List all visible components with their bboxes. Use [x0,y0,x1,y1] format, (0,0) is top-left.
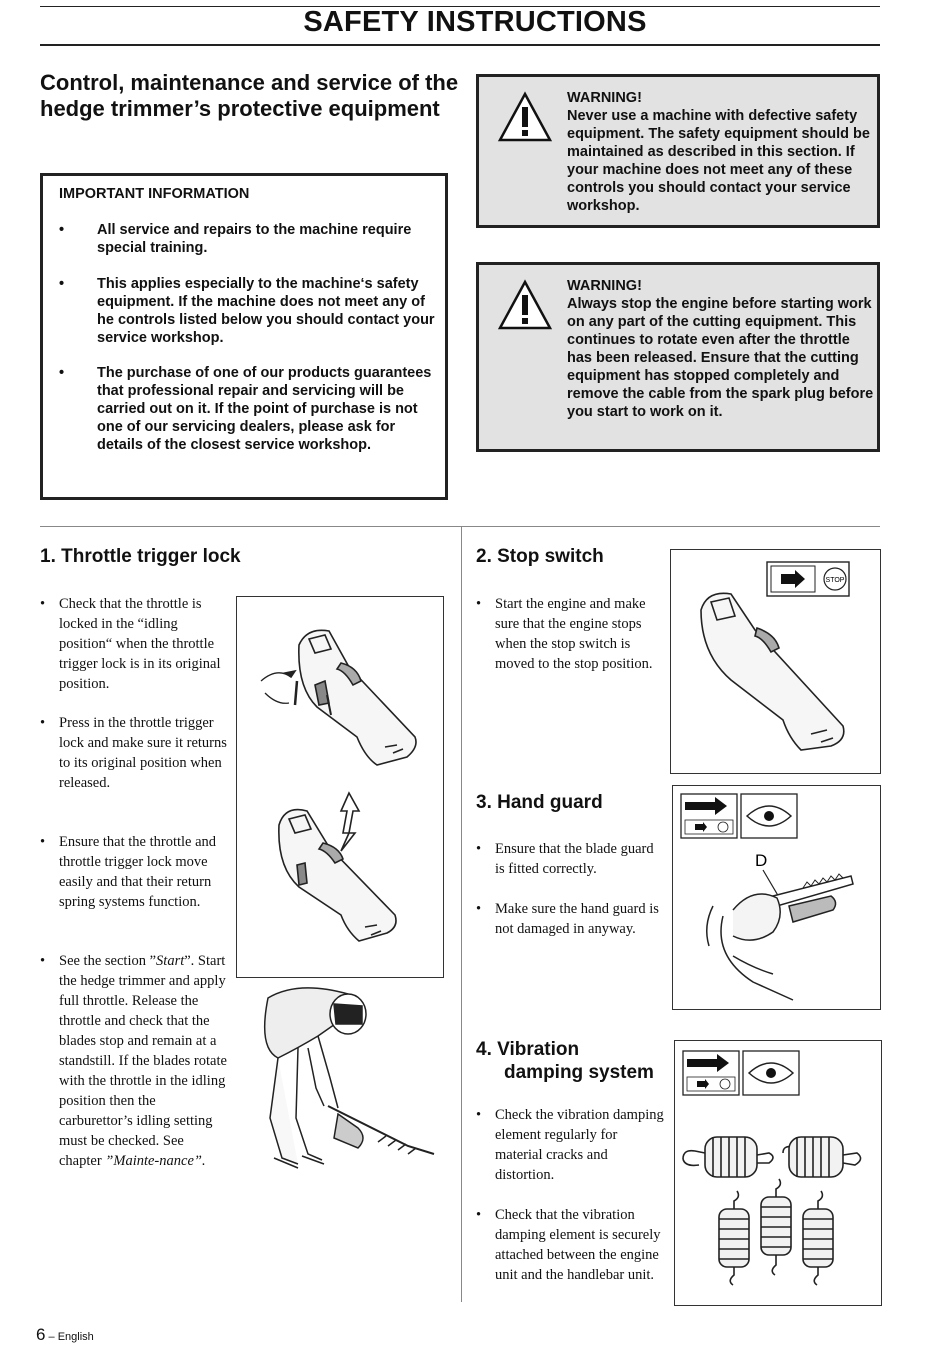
stop-heading: 2. Stop switch [476,546,604,567]
vibration-spring-illustration [675,1041,881,1305]
hand-guard-heading: 3. Hand guard [476,792,603,813]
stop-label: STOP [825,577,845,584]
hand-guard-figure [672,785,881,1010]
section-title: Control, maintenance and service of the hedge trimmer’s protective equipment [40,70,459,121]
vibration-heading [476,1038,654,1084]
info-item-text: The purchase of one of our products guarantees that professional repair and servicing will be carried out on it. If the point of purchase is not one of our servicing dealers, please ask for details of the closest service workshop. [97,365,432,453]
important-info-heading: IMPORTANT INFORMATION [59,186,250,202]
warning-box-2 [476,262,880,452]
stop-switch-figure [670,549,881,774]
important-info-box: IMPORTANT INFORMATION • All service and repairs to the machine require special training. • This applies especially to the machine‘s safety equipment. If the machine does not meet any of he controls listed below you should contact your service workshop. • The purchase of one of our products guarantees that professional repair and servicing will be carried out on it. If the point of purchase is not one of our servicing dealers, please ask for details of the closest service workshop. [40,173,448,500]
warning-triangle-icon [497,279,553,331]
warning-box-1 [476,74,880,228]
warning-triangle-icon [497,91,553,143]
footer-language: – English [45,1331,94,1343]
throttle-heading: 1. Throttle trigger lock [40,546,241,567]
stop-switch-illustration [671,550,880,773]
vibration-heading-line-1: 4. Vibration [476,1039,580,1060]
warning-text-1: WARNING! Never use a machine with defective safety equipment. The safety equipment should be maintained as described in this section. If your machine does not meet any of these controls you should contact your service workshop. [567,90,870,214]
hand-guard-illustration [673,786,880,1009]
page-footer [36,1325,94,1345]
section-divider [40,526,880,527]
header-bottom-rule [40,44,880,46]
page-title: SAFETY INSTRUCTIONS [303,6,647,38]
throttle-figure [236,596,444,978]
warning-text-2: WARNING! Always stop the engine before starting work on any part of the cutting equipment. This continues to rotate even after the throttle has been released. Ensure that the cutting equipment has stopped completely and remove the cable from the spark plug before you start to work on it. [567,278,874,420]
info-item-text: This applies especially to the machine‘s safety equipment. If the machine does not meet any of he controls listed below you should contact your service workshop. [97,276,435,346]
vibration-heading-line-2: damping system [504,1062,654,1083]
vibration-figure [674,1040,882,1306]
info-item-text: All service and repairs to the machine require special training. [97,222,412,256]
page-number: 6 [36,1325,46,1344]
column-divider [461,527,462,1302]
throttle-handle-illustration [237,597,443,977]
operator-illustration [238,978,440,1176]
callout-letter: D [755,851,768,870]
